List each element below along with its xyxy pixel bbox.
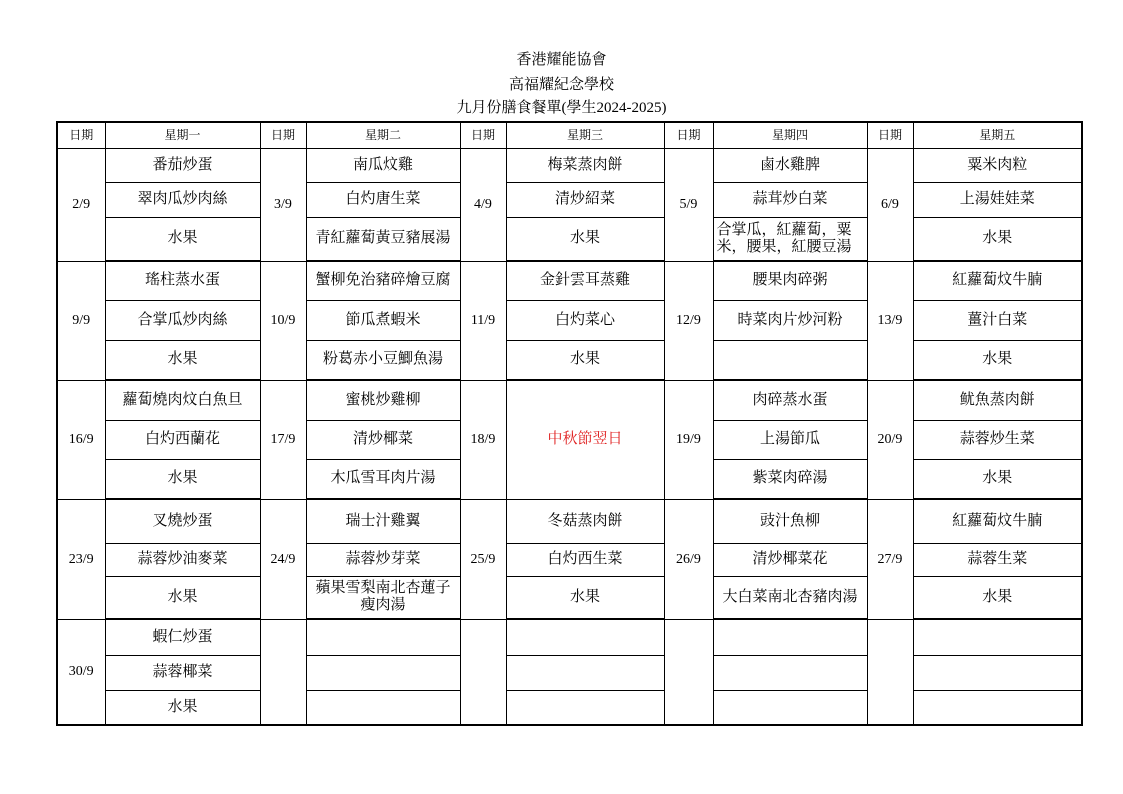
date-cell: 23/9 (57, 499, 105, 619)
dish-cell: 上湯娃娃菜 (913, 182, 1082, 217)
date-header: 日期 (260, 122, 306, 148)
date-cell (664, 619, 713, 725)
date-cell: 30/9 (57, 619, 105, 725)
date-header: 日期 (57, 122, 105, 148)
dish-cell: 蒜蓉炒生菜 (913, 420, 1082, 459)
dish-cell: 清炒紹菜 (506, 182, 664, 217)
table-row (57, 576, 1082, 619)
table-row (57, 182, 1082, 217)
dish-cell (713, 619, 867, 655)
date-cell: 18/9 (460, 380, 506, 499)
dish-cell: 翠肉瓜炒肉絲 (105, 182, 260, 217)
table-row (57, 543, 1082, 576)
dish-cell: 豉汁魚柳 (713, 499, 867, 543)
date-cell: 24/9 (260, 499, 306, 619)
dish-cell: 蒜蓉炒芽菜 (306, 543, 460, 576)
dish-cell (306, 619, 460, 655)
dish-cell (913, 690, 1082, 725)
dish-cell: 瑞士汁雞翼 (306, 499, 460, 543)
dish-cell: 白灼西生菜 (506, 543, 664, 576)
dish-cell: 紅蘿蔔炆牛腩 (913, 499, 1082, 543)
date-cell: 16/9 (57, 380, 105, 499)
date-cell: 17/9 (260, 380, 306, 499)
dish-cell: 清炒椰菜花 (713, 543, 867, 576)
menu-table (56, 121, 1083, 726)
dish-cell (713, 655, 867, 690)
dish-cell: 蜜桃炒雞柳 (306, 380, 460, 420)
dish-cell: 青紅蘿蔔黃豆豬展湯 (306, 217, 460, 261)
table-row (57, 217, 1082, 261)
dish-cell: 水果 (913, 340, 1082, 380)
date-cell: 6/9 (867, 148, 913, 261)
dish-cell: 水果 (105, 576, 260, 619)
table-row (57, 690, 1082, 725)
dish-cell: 紅蘿蔔炆牛腩 (913, 261, 1082, 300)
dish-cell: 紫菜肉碎湯 (713, 459, 867, 499)
table-row (57, 261, 1082, 300)
dish-cell: 蟹柳免治豬碎燴豆腐 (306, 261, 460, 300)
date-cell: 13/9 (867, 261, 913, 380)
date-cell: 3/9 (260, 148, 306, 261)
dish-cell (506, 619, 664, 655)
dish-cell: 節瓜煮蝦米 (306, 300, 460, 340)
dish-cell: 木瓜雪耳肉片湯 (306, 459, 460, 499)
dish-cell: 瑤柱蒸水蛋 (105, 261, 260, 300)
date-cell: 5/9 (664, 148, 713, 261)
dish-cell: 水果 (506, 217, 664, 261)
dish-cell: 蒜蓉炒油麥菜 (105, 543, 260, 576)
dish-cell: 叉燒炒蛋 (105, 499, 260, 543)
dish-cell: 合掌瓜，紅蘿蔔，粟米，腰果，紅腰豆湯 (713, 217, 867, 261)
date-cell (260, 619, 306, 725)
date-header: 日期 (867, 122, 913, 148)
day-header-fri: 星期五 (913, 122, 1082, 148)
date-cell (460, 619, 506, 725)
table-row (57, 300, 1082, 340)
date-header: 日期 (460, 122, 506, 148)
dish-cell: 鱿魚蒸肉餅 (913, 380, 1082, 420)
dish-cell: 蒜蓉椰菜 (105, 655, 260, 690)
dish-cell: 合掌瓜炒肉絲 (105, 300, 260, 340)
date-header: 日期 (664, 122, 713, 148)
date-cell: 27/9 (867, 499, 913, 619)
dish-cell: 水果 (105, 690, 260, 725)
date-cell: 19/9 (664, 380, 713, 499)
date-cell (867, 619, 913, 725)
dish-cell (306, 690, 460, 725)
dish-cell: 白灼唐生菜 (306, 182, 460, 217)
dish-cell: 水果 (105, 340, 260, 380)
dish-cell (306, 655, 460, 690)
menu-title: 九月份膳食餐單(學生2024-2025) (456, 100, 667, 116)
date-cell: 25/9 (460, 499, 506, 619)
header-row (57, 122, 1082, 148)
date-cell: 12/9 (664, 261, 713, 380)
dish-cell: 水果 (506, 340, 664, 380)
org-name: 香港耀能協會 (516, 52, 607, 68)
dish-cell: 水果 (506, 576, 664, 619)
date-cell: 4/9 (460, 148, 506, 261)
dish-cell: 水果 (913, 576, 1082, 619)
dish-cell: 白灼西蘭花 (105, 420, 260, 459)
day-header-tue: 星期二 (306, 122, 460, 148)
dish-cell: 蒜蓉生菜 (913, 543, 1082, 576)
day-header-wed: 星期三 (506, 122, 664, 148)
dish-cell: 白灼菜心 (506, 300, 664, 340)
dish-cell: 冬菇蒸肉餅 (506, 499, 664, 543)
dish-cell: 番茄炒蛋 (105, 148, 260, 182)
date-cell: 11/9 (460, 261, 506, 380)
dish-cell: 梅菜蒸肉餅 (506, 148, 664, 182)
dish-cell: 粟米肉粒 (913, 148, 1082, 182)
dish-cell (506, 655, 664, 690)
dish-cell (913, 619, 1082, 655)
date-cell: 9/9 (57, 261, 105, 380)
dish-cell: 粉葛赤小豆鯽魚湯 (306, 340, 460, 380)
date-cell: 20/9 (867, 380, 913, 499)
dish-cell (506, 690, 664, 725)
dish-cell: 南瓜炆雞 (306, 148, 460, 182)
dish-cell: 鹵水雞脾 (713, 148, 867, 182)
table-row (57, 499, 1082, 543)
date-cell: 26/9 (664, 499, 713, 619)
date-cell: 2/9 (57, 148, 105, 261)
dish-cell: 薑汁白菜 (913, 300, 1082, 340)
dish-cell: 蝦仁炒蛋 (105, 619, 260, 655)
dish-cell: 金針雲耳蒸雞 (506, 261, 664, 300)
dish-cell: 水果 (105, 217, 260, 261)
dish-cell (913, 655, 1082, 690)
table-row (57, 148, 1082, 182)
dish-cell: 水果 (913, 217, 1082, 261)
date-cell: 10/9 (260, 261, 306, 380)
dish-cell: 上湯節瓜 (713, 420, 867, 459)
holiday-note: 中秋節翌日 (506, 380, 664, 499)
day-header-mon: 星期一 (105, 122, 260, 148)
dish-cell: 蘿蔔燒肉炆白魚旦 (105, 380, 260, 420)
dish-cell: 水果 (105, 459, 260, 499)
day-header-thu: 星期四 (713, 122, 867, 148)
dish-cell: 時菜肉片炒河粉 (713, 300, 867, 340)
dish-cell: 大白菜南北杏豬肉湯 (713, 576, 867, 619)
table-row (57, 619, 1082, 655)
table-row (57, 340, 1082, 380)
dish-cell: 腰果肉碎粥 (713, 261, 867, 300)
school-name: 高福耀紀念學校 (508, 77, 614, 93)
table-row (57, 655, 1082, 690)
dish-cell: 蘋果雪梨南北杏蓮子瘦肉湯 (306, 576, 460, 619)
table-row (57, 380, 1082, 420)
dish-cell (713, 340, 867, 380)
dish-cell: 蒜茸炒白菜 (713, 182, 867, 217)
dish-cell: 水果 (913, 459, 1082, 499)
dish-cell: 肉碎蒸水蛋 (713, 380, 867, 420)
dish-cell (713, 690, 867, 725)
dish-cell: 清炒椰菜 (306, 420, 460, 459)
